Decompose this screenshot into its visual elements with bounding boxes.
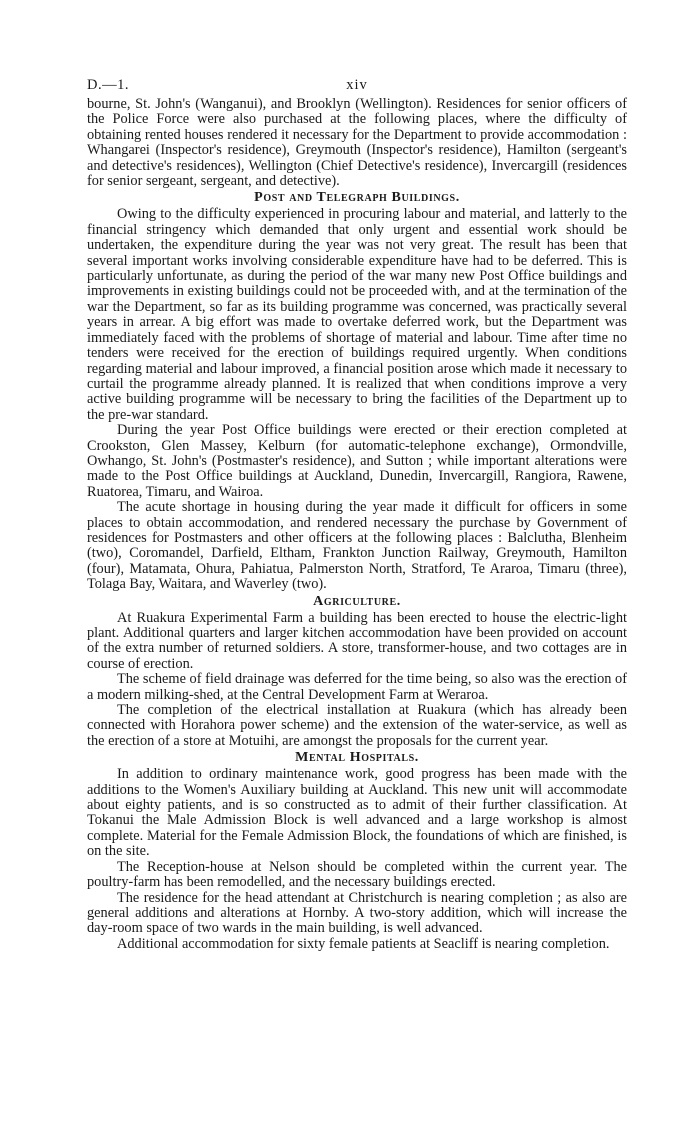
page-number: xiv xyxy=(346,77,368,93)
paragraph: At Ruakura Experimental Farm a building has been erected to house the electric-light plant. Additional quarters and larger kitchen accommodation have been provided on account of the extra number of returned soldiers. A store, transformer-house, and two cottages are in course of erection. xyxy=(87,609,627,672)
section-heading: Post and Telegraph Buildings. xyxy=(254,190,460,206)
section-post-and-telegraph xyxy=(87,189,627,592)
paragraph: During the year Post Office buildings were erected or their erection completed at Crookston, Glen Massey, Kelburn (for automatic-telephone exchange), Ormondville, Owhango, St. John's (Postmaster's residence), and Sutton ; while important alterations were made to the Post Office buildings at Auckland, Dunedin, Invercargill, Rangiora, Rawene, Ruatorea, Timaru, and Wairoa. xyxy=(87,422,627,500)
section-heading: Agriculture. xyxy=(313,593,401,609)
page-header xyxy=(87,77,627,97)
paragraph: The completion of the electrical installation at Ruakura (which has already been connected with Horahora power scheme) and the extension of the water-service, as well as the erection of a store at Motuihi, are amongst the proposals for the current year. xyxy=(87,702,627,749)
paragraph: The scheme of field drainage was deferred for the time being, so also was the erection of a modern milking-shed, at the Central Development Farm at Weraroa. xyxy=(87,671,627,703)
paragraph: Owing to the difficulty experienced in procuring labour and material, and latterly to the financial stringency which demanded that only urgent and essential work should be undertaken, the expenditure during the year was not very great. The result has been that several important works involving considerable expenditure have had to be deferred. This is particularly unfortunate, as during the period of the war many new Post Office buildings and improvements in existing buildings could not be proceeded with, and at the termination of the war the Department, so far as its building programme was concerned, was practically several years in arrear. A big effort was made to overtake deferred work, but the Department was immediately faced with the problems of shortage of material and labour. Time after time no tenders were received for the erection of buildings required urgently. When conditions regarding material and labour improved, a financial position arose which made it necessary to curtail the programme already planned. It is realized that when conditions improve a very active building programme will be necessary to bring the facilities of the Department up to the pre-war standard. xyxy=(87,206,627,423)
section-agriculture xyxy=(87,593,627,750)
intro-paragraph: bourne, St. John's (Wanganui), and Brooklyn (Wellington). Residences for senior officers of the Police Force were also purchased at the following places, where the difficulty of obtaining rented houses rendered it necessary for the Department to provide accommodation : Whangarei (Inspector's residence), Greymouth (Inspector's residence), Hamilton (sergeant's and detective's residences), Wellington (Chief Detective's residence), Invercargill (residences for senior sergeant, sergeant, and detective). xyxy=(87,96,627,190)
paragraph: Additional accommodation for sixty female patients at Seacliff is nearing completion. xyxy=(117,935,610,952)
paragraph: The residence for the head attendant at Christchurch is nearing completion ; as also are general additions and alterations at Hornby. A two-story addition, which will increase the day-room space of two wards in the main building, is well advanced. xyxy=(87,889,627,937)
document-code: D.—1. xyxy=(87,77,129,93)
paragraph: In addition to ordinary maintenance work, good progress has been made with the additions to the Women's Auxiliary building at Auckland. This new unit will accommodate about eighty patients, and is so constructed as to admit of their further classification. At Tokanui the Male Admission Block is well advanced and a large workshop is almost complete. Material for the Female Admission Block, the foundations of which are finished, is on the site. xyxy=(87,766,627,860)
body-text xyxy=(87,97,627,952)
paragraph: The acute shortage in housing during the year made it difficult for officers in some places to obtain accommodation, and rendered necessary the purchase by Government of residences for Postmasters and other officers at the following places : Balclutha, Blenheim (two), Coromandel, Darfield, Eltham, Frankton Junction Railway, Greymouth, Hamilton (four), Matamata, Ohura, Pahiatua, Palmerston North, Stratford, Te Araroa, Timaru (three), Tolaga Bay, Waitara, and Waverley (two). xyxy=(87,499,627,593)
paragraph: The Reception-house at Nelson should be completed within the current year. The poultry-farm has been remodelled, and the necessary buildings erected. xyxy=(87,858,627,891)
section-heading: Mental Hospitals. xyxy=(295,750,419,766)
section-mental-hospitals xyxy=(87,749,627,952)
